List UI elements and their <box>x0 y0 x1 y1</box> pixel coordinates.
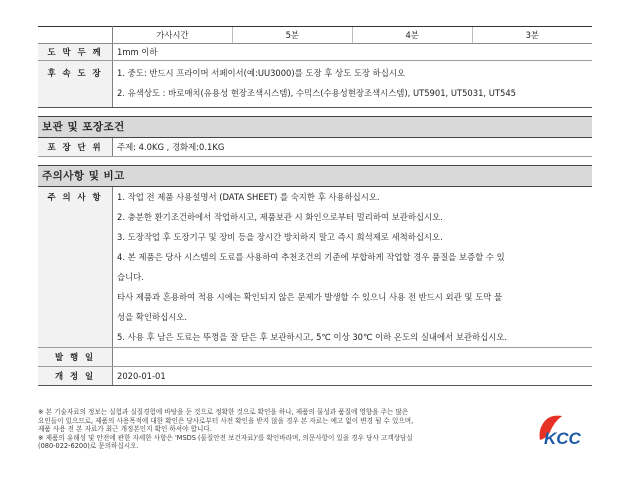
data-sheet <box>38 26 592 386</box>
disclaimer-line-5: (080-022-6200)로 문의하십시오. <box>38 442 139 451</box>
pot-life-row <box>38 27 592 44</box>
pot-life-label: 가사시간 <box>113 27 233 44</box>
packing-value: 주제: 4.0KG , 경화제:0.1KG <box>113 138 593 157</box>
spec-table <box>38 26 592 386</box>
topcoat-line-2: 2. 유색상도 : 바로매치(유용성 현장조색시스템), 수믹스(수용성현장조색시스템), UT5901, UT5031, UT545 <box>117 88 516 98</box>
note-line-3: 3. 도장작업 후 도장기구 및 장비 등을 장시간 방치하지 말고 즉시 희석제로 세척하십시오. <box>117 232 443 242</box>
notes-row <box>38 187 592 348</box>
issue-value <box>113 348 593 367</box>
issue-row <box>38 348 592 367</box>
note-line-4: 4. 본 제품은 당사 시스템의 도료를 사용하여 추천조건의 기준에 부합하게 작업할 경우 품질을 보증할 수 있 <box>117 252 505 262</box>
note-line-5: 습니다. <box>117 272 144 282</box>
note-line-8: 5. 사용 후 남은 도료는 뚜껑을 잘 닫은 후 보관하시고, 5℃ 이상 30℃ 이하 온도의 실내에서 보관하십시오. <box>117 332 508 342</box>
topcoat-label: 후 속 도 장 <box>38 61 113 108</box>
note-line-6: 타사 제품과 혼용하여 적용 시에는 확인되지 않은 문제가 발생할 수 있으니 사용 전 반드시 외관 및 도막 물 <box>117 292 503 302</box>
issue-label: 발 행 일 <box>38 348 113 367</box>
disclaimer-line-4: ※ 제품의 유해성 및 안전에 관한 자세한 사항은 'MSDS (물질안전 보건자료)'를 확인바라며, 의문사항이 있을 경우 당사 고객상담실 <box>38 433 413 442</box>
notes-label: 주 의 사 항 <box>38 187 113 348</box>
disclaimer-line-2: 요인들이 있으므로, 제품의 사용목적에 대한 확인은 당사로부터 사전 확인을 받지 않을 경우 본 자료는 예고 없이 변경 될 수 있으며, <box>38 416 414 425</box>
revision-value: 2020-01-01 <box>113 367 593 386</box>
pot-life-col-3: 3분 <box>472 27 592 44</box>
note-line-2: 2. 충분한 환기조건하에서 작업하시고, 제품보관 시 화인으로부터 멀리하여 보관하십시오. <box>117 212 443 222</box>
revision-row <box>38 367 592 386</box>
pot-life-col-1: 5분 <box>232 27 352 44</box>
disclaimer-line-3: 제품 사용 전 본 자료가 최근 개정본인지 확인 하셔야 합니다. <box>38 425 212 434</box>
notes-section <box>38 166 592 187</box>
disclaimer <box>38 408 518 451</box>
thickness-label: 도 막 두 께 <box>38 44 113 61</box>
thickness-row <box>38 44 592 61</box>
pot-life-col-2: 4분 <box>352 27 472 44</box>
note-line-1: 1. 작업 전 제품 사용설명서 (DATA SHEET) 를 숙지한 후 사용하십시오. <box>117 192 380 202</box>
logo-text: KCC <box>544 429 581 448</box>
kcc-logo <box>536 410 588 450</box>
storage-section <box>38 117 592 138</box>
disclaimer-line-1: ※ 본 기술자료의 정보는 실험과 실질경험에 바탕을 둔 것으로 정확한 것으로 확인을 하나, 제품의 물성과 품질에 영향을 주는 많은 <box>38 408 409 416</box>
topcoat-row <box>38 61 592 108</box>
notes-title: 주의사항 및 비고 <box>38 166 592 187</box>
revision-label: 개 정 일 <box>38 367 113 386</box>
topcoat-line-1: 1. 중도: 반드시 프라이머 서페이서(예:UU3000)를 도장 후 상도 도장 하십시오 <box>117 68 406 78</box>
storage-title: 보관 및 포장조건 <box>38 117 592 138</box>
packing-row <box>38 138 592 157</box>
note-line-7: 성을 확인하십시오. <box>117 312 188 322</box>
packing-label: 포 장 단 위 <box>38 138 113 157</box>
thickness-value: 1mm 이하 <box>113 44 593 61</box>
